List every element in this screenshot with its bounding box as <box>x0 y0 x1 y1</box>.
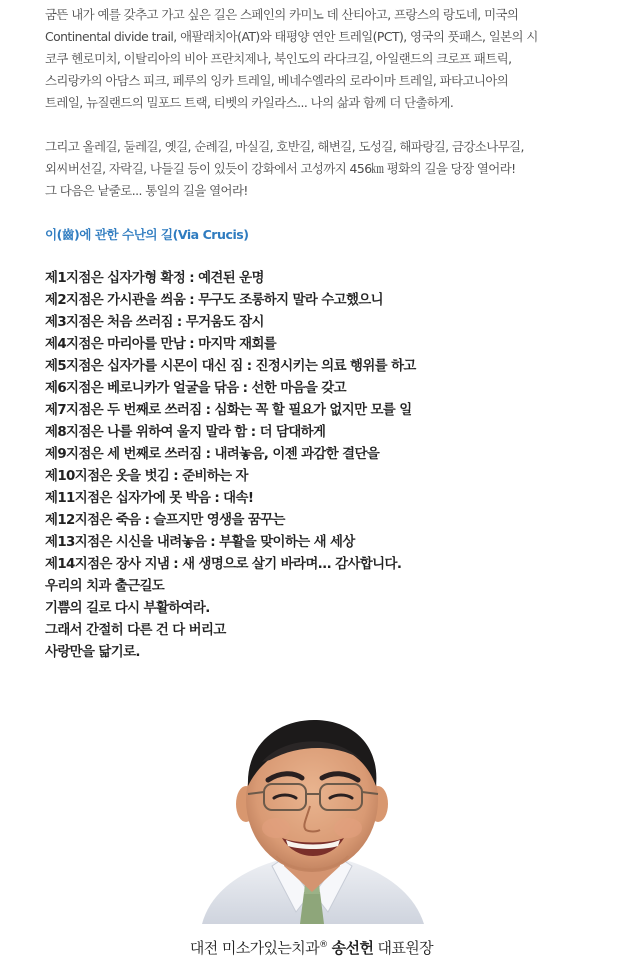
station-item: 제14지점은 장사 지냄 : 새 생명으로 살기 바라며... 감사합니다. <box>45 557 402 572</box>
station-item: 제10지점은 옷을 벗김 : 준비하는 자 <box>45 469 248 484</box>
portrait-illustration <box>192 716 432 924</box>
intro-paragraph <box>45 4 590 114</box>
station-item: 제6지점은 베로니카가 얼굴을 닦음 : 선한 마음을 갖고 <box>45 381 346 396</box>
author-photo <box>192 716 432 924</box>
closing-line: 사랑만을 닮기로. <box>45 645 140 660</box>
station-item: 제8지점은 나를 위하여 울지 말라 함 : 더 담대하게 <box>45 425 326 440</box>
registered-mark: ® <box>319 940 328 950</box>
station-item: 제2지점은 가시관을 씌움 : 무구도 조롱하지 말라 수고했으니 <box>45 293 383 308</box>
author-name: 송선헌 <box>331 939 374 957</box>
station-item: 제5지점은 십자가를 시몬이 대신 짐 : 진정시키는 의료 행위를 하고 <box>45 359 416 374</box>
station-item: 제1지점은 십자가형 확정 : 예견된 운명 <box>45 271 264 286</box>
closing-line: 그래서 간절히 다른 건 다 버리고 <box>45 623 226 638</box>
station-item: 제7지점은 두 번째로 쓰러짐 : 심화는 꼭 할 필요가 없지만 모를 일 <box>45 403 412 418</box>
station-item: 제13지점은 시신을 내려놓음 : 부활을 맞이하는 새 세상 <box>45 535 355 550</box>
station-item: 제9지점은 세 번째로 쓰러짐 : 내려놓음, 이젠 과감한 결단을 <box>45 447 380 462</box>
closing-line: 기쁨의 길로 다시 부활하여라. <box>45 601 210 616</box>
intro-line: Continental divide trail, 애팔래치아(AT)와 태평양 연안 트레일(PCT), 영국의 풋패스, 일본의 시 <box>45 29 538 44</box>
intro-line: 코쿠 헨로미치, 이탈리아의 비아 프란치제나, 북인도의 라다크길, 아일랜드의 크로프 패트릭, <box>45 51 512 66</box>
clinic-name: 대전 미소가있는치과 <box>189 939 320 957</box>
intro-line: 스리랑카의 아담스 피크, 페루의 잉카 트레일, 베네수엘라의 로라이마 트레일, 파타고니아의 <box>45 73 509 88</box>
intro-line: 트레일, 뉴질랜드의 밀포드 트랙, 티벳의 카일라스... 나의 삶과 함께 더 단출하게. <box>45 95 454 110</box>
stations-list <box>45 268 590 664</box>
intro-line: 굼뜬 내가 예를 갖추고 가고 싶은 길은 스페인의 카미노 데 산티아고, 프랑스의 랑도네, 미국의 <box>45 7 519 22</box>
station-item: 제3지점은 처음 쓰러짐 : 무거움도 잠시 <box>45 315 264 330</box>
second-line: 그리고 올레길, 둘레길, 옛길, 순례길, 마실길, 호반길, 해변길, 도성길, 해파랑길, 금강소나무길, <box>45 139 524 154</box>
station-item: 제12지점은 죽음 : 슬프지만 영생을 꿈꾸는 <box>45 513 285 528</box>
second-paragraph <box>45 136 590 202</box>
second-line: 그 다음은 낱줄로... 통일의 길을 열어라! <box>45 183 248 198</box>
section-title: 이(齒)에 관한 수난의 길(Via Crucis) <box>45 227 249 242</box>
photo-caption <box>0 937 623 958</box>
station-item: 제11지점은 십자가에 못 박음 : 대속! <box>45 491 254 506</box>
second-line: 외씨버선길, 자락길, 나들길 등이 있듯이 강화에서 고성까지 456㎞ 평화의 길을 당장 열어라! <box>45 161 516 176</box>
station-item: 제4지점은 마리아를 만남 : 마지막 재회를 <box>45 337 277 352</box>
article-body <box>45 4 590 680</box>
closing-line: 우리의 치과 출근길도 <box>45 579 165 594</box>
author-title: 대표원장 <box>377 939 434 957</box>
